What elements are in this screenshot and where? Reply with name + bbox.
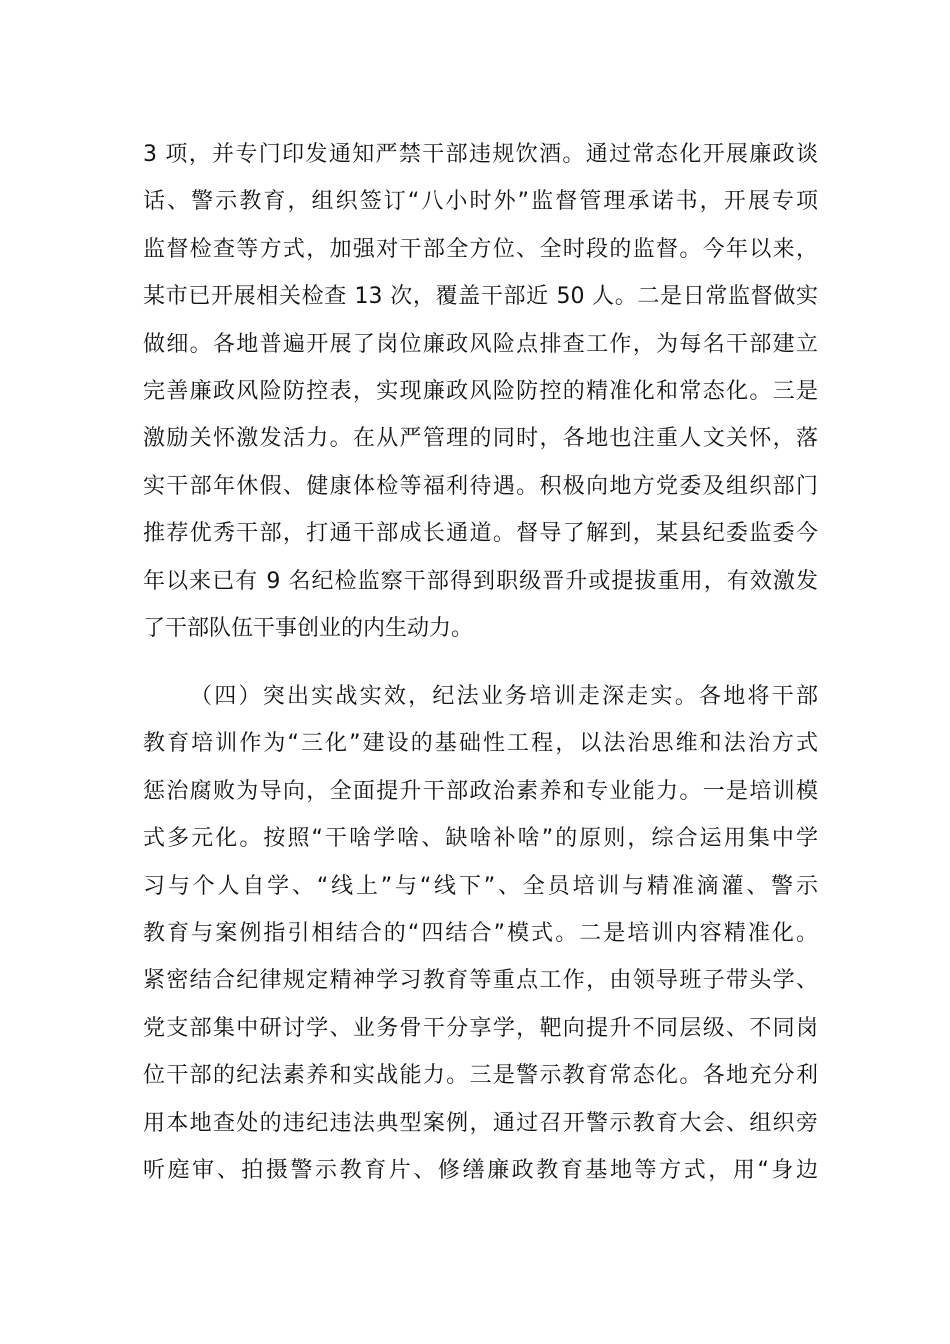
text-line: 推荐优秀干部，打通干部成长通道。督导了解到，某县纪委监委今 xyxy=(143,521,818,547)
text-line: 实干部年休假、健康体检等福利待遇。积极向地方党委及组织部门 xyxy=(143,473,818,499)
text-line: 3 项，并专门印发通知严禁干部违规饮酒。通过常态化开展廉政谈 xyxy=(143,142,818,167)
text-line: （四）突出实战实效，纪法业务培训走深走实。各地将干部 xyxy=(190,684,818,709)
text-line: 听庭审、拍摄警示教育片、修缮廉政教育基地等方式，用“身边 xyxy=(143,1158,818,1183)
text-line: 话、警示教育，组织签订“八小时外”监督管理承诺书，开展专项 xyxy=(143,189,818,215)
text-line: 式多元化。按照“干啥学啥、缺啥补啥”的原则，综合运用集中学 xyxy=(143,826,818,852)
text-line: 惩治腐败为导向，全面提升干部政治素养和专业能力。一是培训模 xyxy=(143,778,818,804)
text-line: 完善廉政风险防控表，实现廉政风险防控的精准化和常态化。三是 xyxy=(143,379,818,404)
text-line: 监督检查等方式，加强对干部全方位、全时段的监督。今年以来， xyxy=(143,236,818,262)
text-line: 某市已开展相关检查 13 次，覆盖干部近 50 人。二是日常监督做实 xyxy=(143,284,818,310)
text-line: 年以来已有 9 名纪检监察干部得到职级晋升或提拔重用，有效激发 xyxy=(143,568,818,594)
text-line: 党支部集中研讨学、业务骨干分享学，靶向提升不同层级、不同岗 xyxy=(143,1015,818,1041)
text-line: 位干部的纪法素养和实战能力。三是警示教育常态化。各地充分利 xyxy=(143,1063,818,1089)
text-line: 教育与案例指引相结合的“四结合”模式。二是培训内容精准化。 xyxy=(143,921,818,946)
text-line: 用本地查处的违纪违法典型案例，通过召开警示教育大会、组织旁 xyxy=(143,1110,818,1136)
text-line: 做细。各地普遍开展了岗位廉政风险点排查工作，为每名干部建立 xyxy=(143,331,818,357)
text-line: 习与个人自学、“线上”与“线下”、全员培训与精准滴灌、警示 xyxy=(143,873,818,899)
text-line: 紧密结合纪律规定精神学习教育等重点工作，由领导班子带头学、 xyxy=(143,968,818,994)
text-line: 了干部队伍干事创业的内生动力。 xyxy=(143,616,474,641)
text-line: 教育培训作为“三化”建设的基础性工程，以法治思维和法治方式 xyxy=(143,731,818,757)
text-line: 激励关怀激发活力。在从严管理的同时，各地也注重人文关怀，落 xyxy=(143,426,818,452)
